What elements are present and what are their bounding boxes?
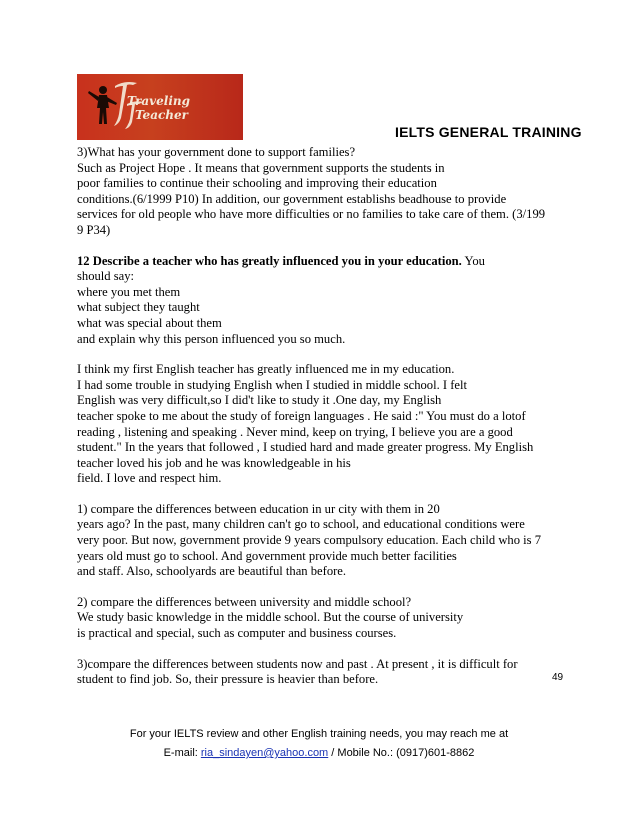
intro-line: 9 P34) <box>77 222 111 237</box>
intro-line: Such as Project Hope . It means that government supports the students in <box>77 160 445 175</box>
answer-line: English was very difficult,so I did't like to study it .One day, my English <box>77 393 442 408</box>
task-prompt-tail: You <box>461 253 485 268</box>
followup2-line: We study basic knowledge in the middle school. But the course of university <box>77 610 464 625</box>
task-line: what was special about them <box>77 315 222 330</box>
answer-line: teacher spoke to me about the study of foreign languages . He said :" You must do a lotof <box>77 408 526 423</box>
traveling-teacher-logo <box>77 74 243 140</box>
header-title: IELTS GENERAL TRAINING <box>395 124 582 140</box>
intro-line: poor families to continue their schooling and improving their education <box>77 176 437 191</box>
intro-line: 3)What has your government done to support families? <box>77 145 356 159</box>
followup1-line: very poor. But now, government provide 9 years compulsory education. Each child who is 7 <box>77 533 542 548</box>
answer-line: I had some trouble in studying English when I studied in middle school. I felt <box>77 377 468 392</box>
footer <box>0 725 638 763</box>
answer-line: student." In the years that followed , I studied hard and made greater progress. My English <box>77 440 534 455</box>
followup2-line: 2) compare the differences between university and middle school? <box>77 594 412 609</box>
footer-email-prefix: E-mail: <box>163 747 201 759</box>
logo-text-traveling: Traveling <box>127 94 190 108</box>
task-heading <box>77 254 577 270</box>
logo-text-teacher: Teacher <box>135 108 188 122</box>
answer-line: teacher loved his job and he was knowledgeable in his <box>77 455 351 470</box>
page-number: 49 <box>552 672 564 683</box>
intro-line: conditions.(6/1999 P10) In addition, our government establishs beadhouse to provide <box>77 191 507 206</box>
followup1-line: and staff. Also, schoolyards are beautiful than before. <box>77 564 347 579</box>
task-line: what subject they taught <box>77 300 200 315</box>
footer-mobile: / Mobile No.: (0917)601-8862 <box>328 747 475 759</box>
answer-line: reading , listening and speaking . Never mind, keep on trying, I believe you are a good <box>77 424 513 439</box>
answer-line: I think my first English teacher has greatly influenced me in my education. <box>77 362 455 377</box>
email-link[interactable]: ria_sindayen@yahoo.com <box>200 747 329 759</box>
answer-line: field. I love and respect him. <box>77 471 222 486</box>
task-line: and explain why this person influenced you so much. <box>77 331 346 346</box>
task-prompt-bold: 12 Describe a teacher who has greatly influenced you in your education. <box>77 253 462 268</box>
intro-line: services for old people who have more difficulties or no families to take care of them. (3/199 <box>77 207 546 222</box>
document-body <box>77 145 577 688</box>
followup3-line: 3)compare the differences between students now and past . At present , it is difficult for <box>77 656 518 671</box>
task-line: where you met them <box>77 284 181 299</box>
followup1-line: years old must go to school. And government provide much better facilities <box>77 548 457 563</box>
footer-line2 <box>0 744 638 763</box>
task-line: should say: <box>77 269 135 284</box>
followup1-line: 1) compare the differences between education in ur city with them in 20 <box>77 501 440 516</box>
footer-line1: For your IELTS review and other English training needs, you may reach me at <box>129 728 509 740</box>
followup3-line: student to find job. So, their pressure is heavier than before. <box>77 672 379 687</box>
followup1-line: years ago? In the past, many children can't go to school, and educational conditions were <box>77 517 525 532</box>
followup2-line: is practical and special, such as computer and business courses. <box>77 626 397 641</box>
